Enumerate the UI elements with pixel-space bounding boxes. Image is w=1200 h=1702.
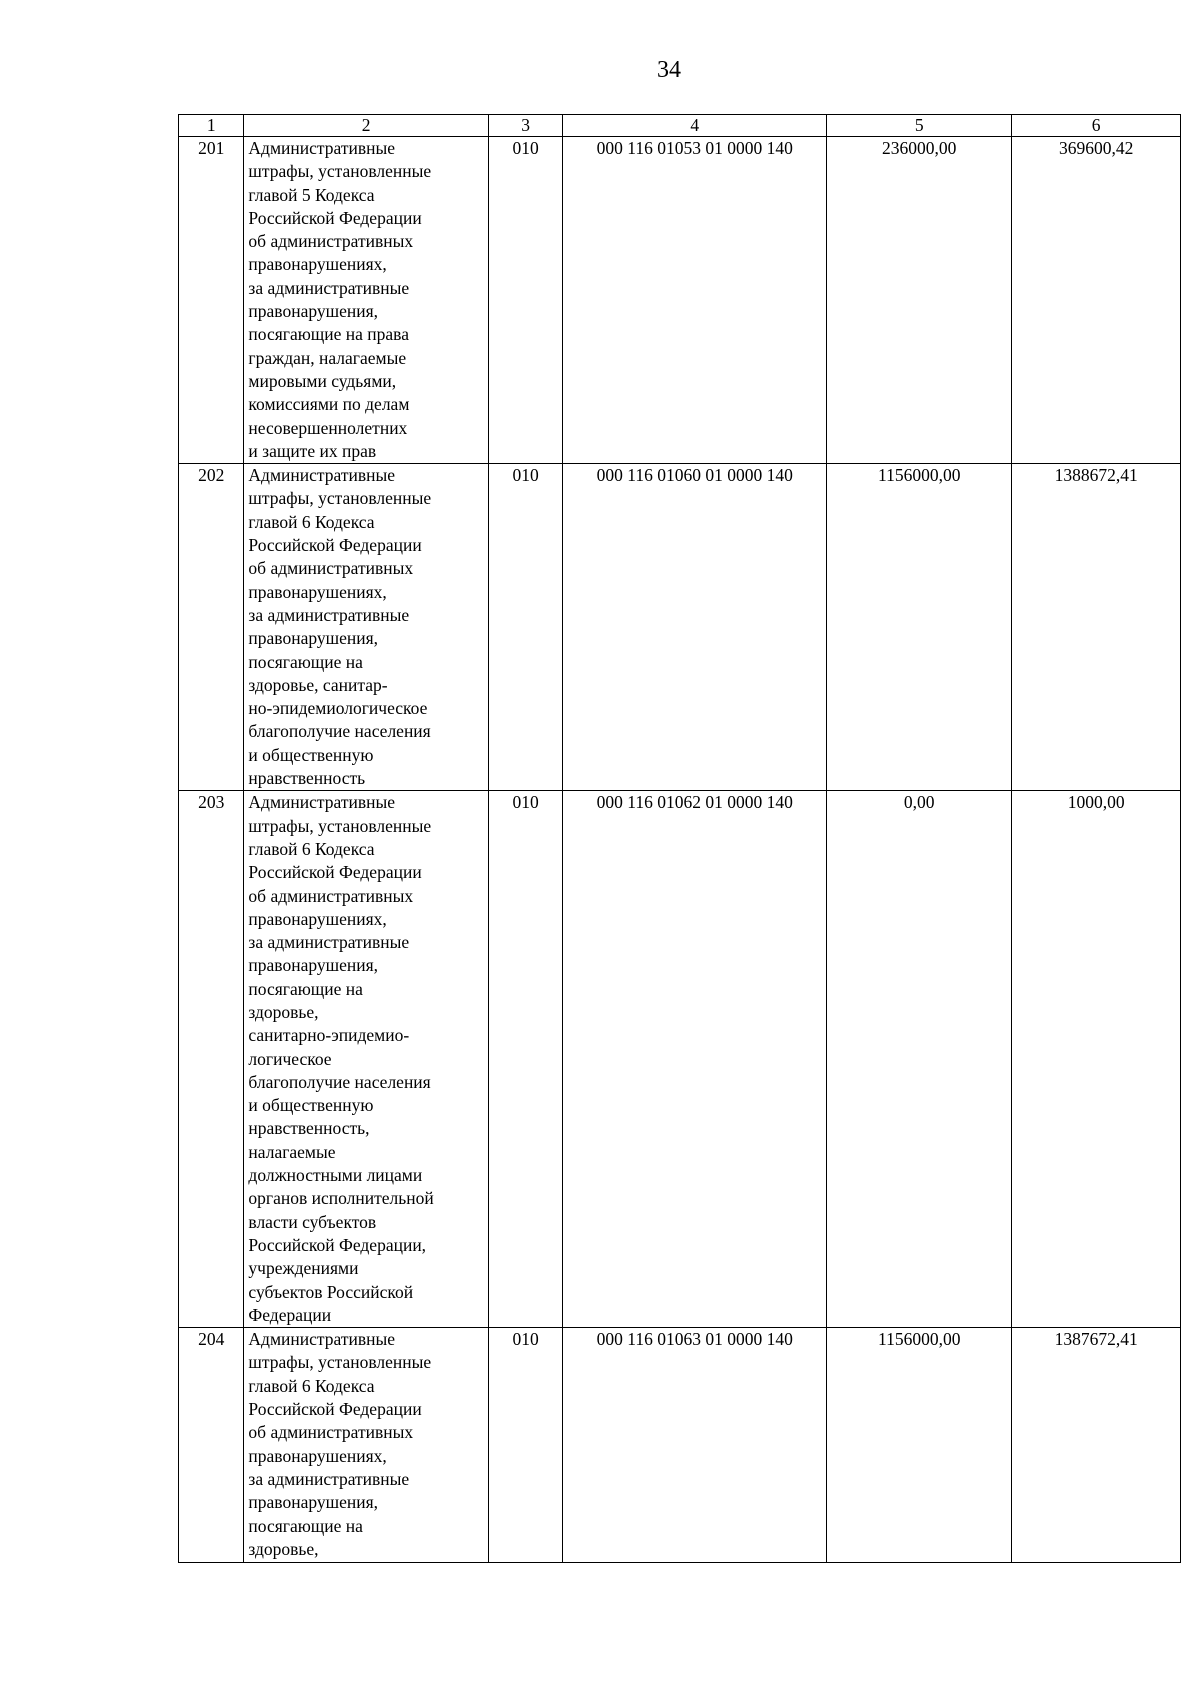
page-number: 34 — [657, 57, 681, 83]
column-header-5: 5 — [827, 115, 1012, 137]
row-admin-code: 010 — [488, 464, 563, 791]
row-admin-code: 010 — [488, 137, 563, 464]
table-row — [179, 137, 1181, 464]
row-description: Административные штрафы, установленные главой 6 Кодекса Российской Федерации об административных правонарушениях, за административные правонарушения, посягающие на здоровье, санитар- но-эпидемиологическое благополучие населения и общественную нравственность — [244, 464, 488, 791]
row-kbk-code: 000 116 01060 01 0000 140 — [563, 464, 827, 791]
row-kbk-code: 000 116 01063 01 0000 140 — [563, 1328, 827, 1563]
row-number: 201 — [179, 137, 244, 464]
row-amount-col6: 1000,00 — [1012, 791, 1181, 1328]
row-amount-col5: 1156000,00 — [827, 1328, 1012, 1563]
table-row — [179, 791, 1181, 1328]
column-header-4: 4 — [563, 115, 827, 137]
table-row — [179, 464, 1181, 791]
row-amount-col6: 369600,42 — [1012, 137, 1181, 464]
row-description: Административные штрафы, установленные главой 6 Кодекса Российской Федерации об административных правонарушениях, за административные правонарушения, посягающие на здоровье, — [244, 1328, 488, 1563]
row-amount-col6: 1387672,41 — [1012, 1328, 1181, 1563]
table-row — [179, 1328, 1181, 1563]
column-header-2: 2 — [244, 115, 488, 137]
column-header-3: 3 — [488, 115, 563, 137]
row-amount-col5: 0,00 — [827, 791, 1012, 1328]
row-number: 202 — [179, 464, 244, 791]
row-number: 204 — [179, 1328, 244, 1563]
table-header-row — [179, 115, 1181, 137]
row-amount-col6: 1388672,41 — [1012, 464, 1181, 791]
row-description: Административные штрафы, установленные главой 5 Кодекса Российской Федерации об административных правонарушениях, за административные правонарушения, посягающие на права граждан, налагаемые мировыми судьями, комиссиями по делам несовершеннолетних и защите их прав — [244, 137, 488, 464]
row-amount-col5: 1156000,00 — [827, 464, 1012, 791]
row-amount-col5: 236000,00 — [827, 137, 1012, 464]
row-description: Административные штрафы, установленные главой 6 Кодекса Российской Федерации об административных правонарушениях, за административные правонарушения, посягающие на здоровье, санитарно-эпидемио- логическое благополучие населения и общественную нравственность, налагаемые должностными лицами органов исполнительной власти субъектов Российской Федерации, учреждениями субъектов Российской Федерации — [244, 791, 488, 1328]
row-admin-code: 010 — [488, 791, 563, 1328]
row-admin-code: 010 — [488, 1328, 563, 1563]
column-header-1: 1 — [179, 115, 244, 137]
row-kbk-code: 000 116 01053 01 0000 140 — [563, 137, 827, 464]
column-header-6: 6 — [1012, 115, 1181, 137]
row-number: 203 — [179, 791, 244, 1328]
row-kbk-code: 000 116 01062 01 0000 140 — [563, 791, 827, 1328]
budget-revenue-table — [178, 114, 1181, 1563]
